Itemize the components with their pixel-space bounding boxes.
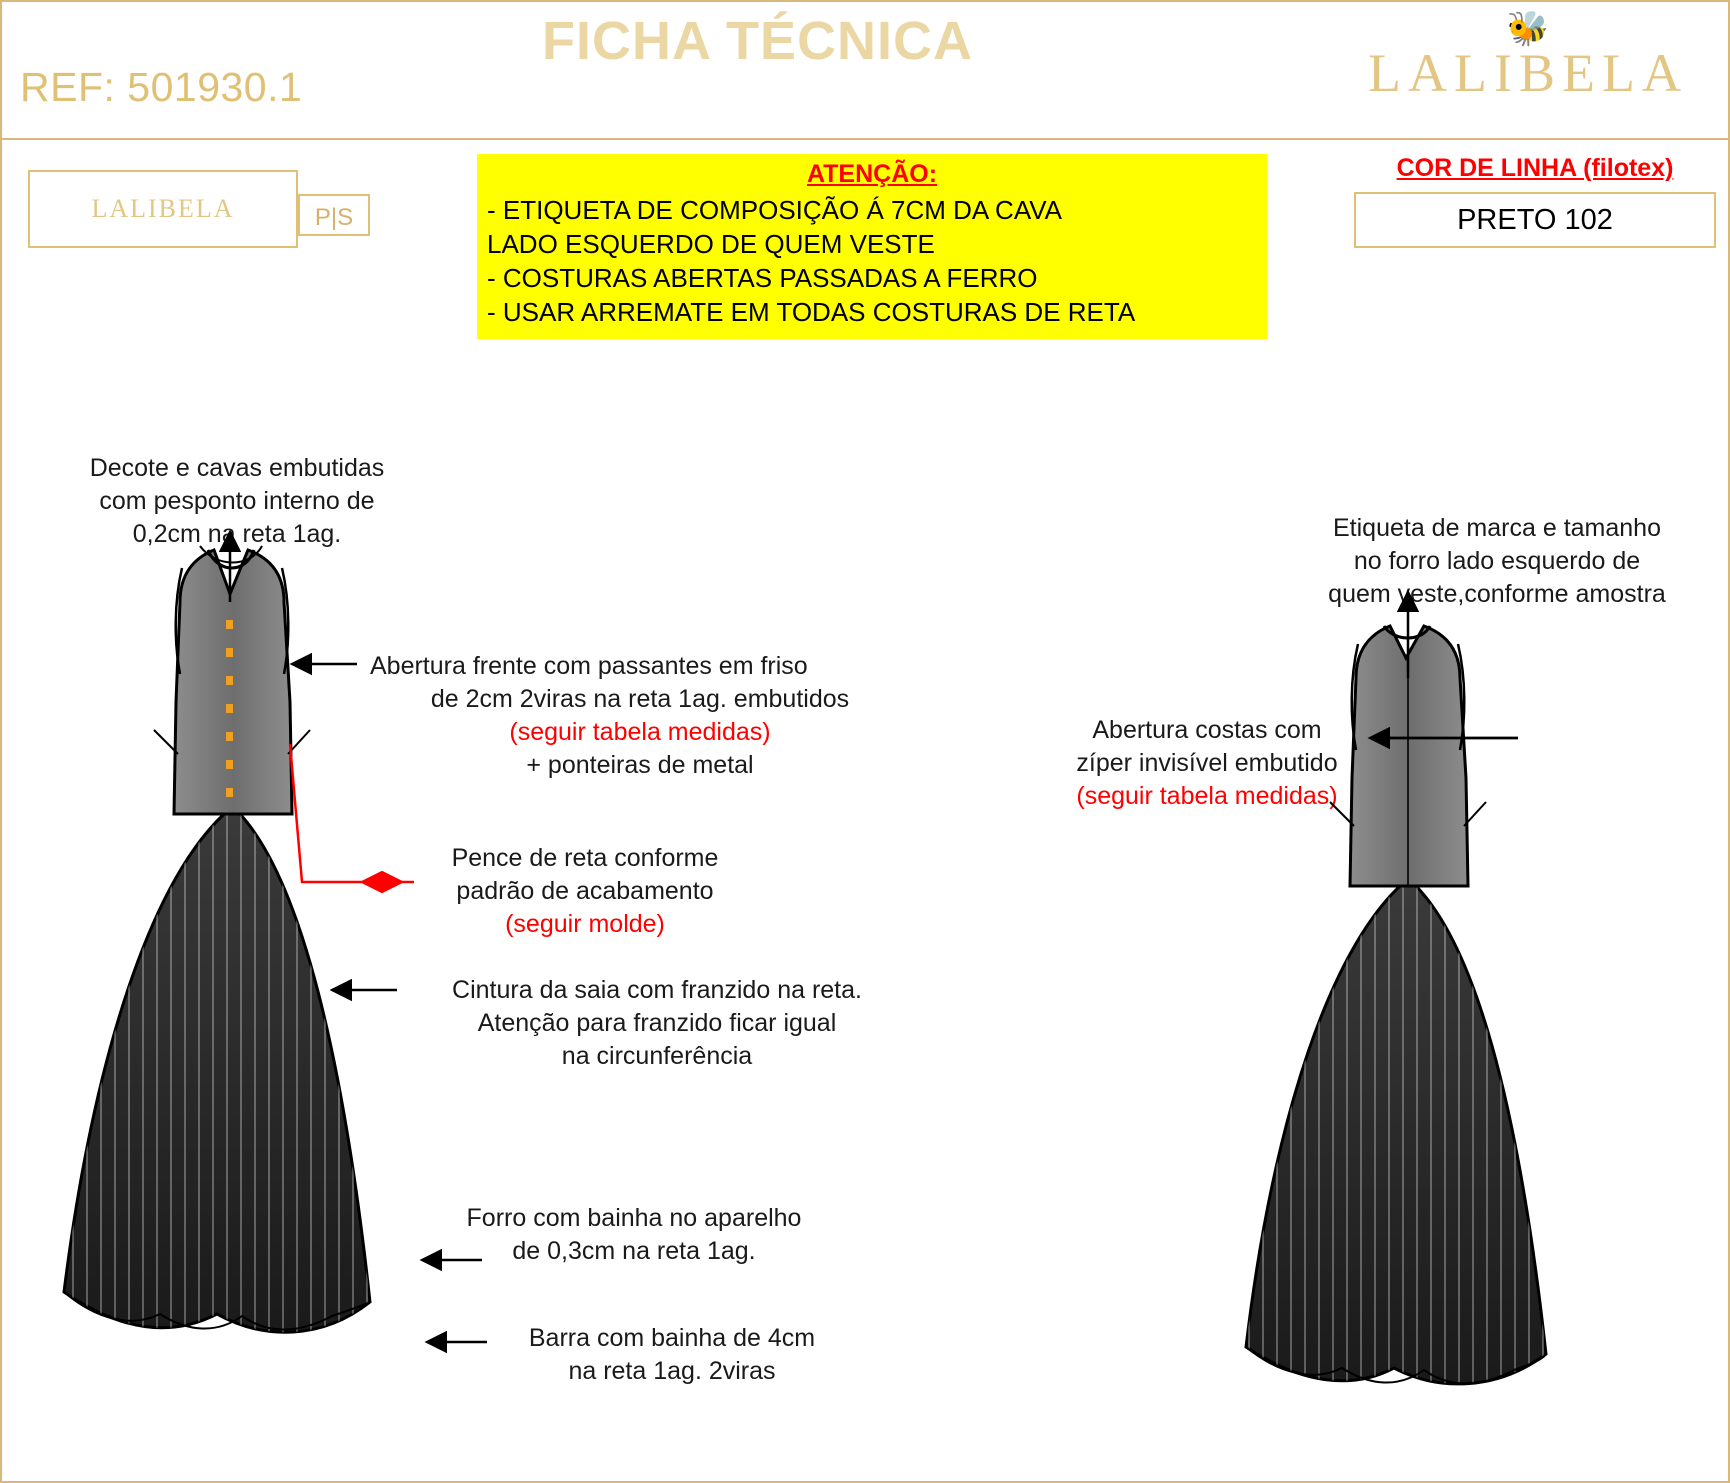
attention-line-1: - ETIQUETA DE COMPOSIÇÃO Á 7CM DA CAVA	[487, 195, 1062, 225]
size-text: P|S	[314, 204, 354, 231]
note-label-back: Etiqueta de marca e tamanho no forro lado esquerdo de quem veste,conforme amostra	[1328, 514, 1666, 608]
note-back-opening: Abertura costas com zíper invisível embutido (seguir tabela medidas)	[1076, 716, 1338, 810]
attention-line-4: - USAR ARREMATE EM TODAS COSTURAS DE RETA	[487, 297, 1136, 327]
thread-color-box	[1354, 192, 1716, 248]
note-hem: Barra com bainha de 4cm na reta 1ag. 2viras	[528, 1324, 816, 1385]
brand-name: LALIBELA	[1368, 43, 1688, 103]
attention-block	[477, 154, 1267, 339]
page-header	[2, 2, 1728, 140]
thread-color-value: PRETO 102	[1457, 204, 1613, 236]
note-waist: Cintura da saia com franzido na reta. Atenção para franzido ficar igual na circunferência	[452, 976, 862, 1070]
attention-line-3: - COSTURAS ABERTAS PASSADAS A FERRO	[487, 263, 1038, 293]
size-box	[298, 194, 370, 236]
dress-front-technical-drawing	[64, 546, 370, 1332]
brand-logo	[1348, 10, 1708, 103]
attention-line-2: LADO ESQUERDO DE QUEM VESTE	[487, 229, 935, 259]
note-lining: Forro com bainha no aparelho de 0,3cm na reta 1ag.	[466, 1204, 802, 1265]
page-title: FICHA TÉCNICA	[542, 11, 973, 71]
note-front-opening: Abertura frente com passantes em friso de 2cm 2viras na reta 1ag. embutidos (seguir tabela medidas) + ponteiras de metal	[370, 652, 850, 779]
note-dart: Pence de reta conforme padrão de acabamento (seguir molde)	[451, 844, 719, 938]
label-brand-text: LALIBELA	[91, 194, 235, 223]
attention-title: ATENÇÃO:	[806, 160, 938, 188]
note-neckline: Decote e cavas embutidas com pesponto interno de 0,2cm na reta 1ag.	[89, 454, 385, 548]
bee-icon: 🐝	[1506, 10, 1550, 48]
thread-color-title: COR DE LINHA (filotex)	[1396, 154, 1674, 182]
garment-label-box	[28, 170, 298, 248]
reference-number: REF: 501930.1	[20, 64, 303, 110]
